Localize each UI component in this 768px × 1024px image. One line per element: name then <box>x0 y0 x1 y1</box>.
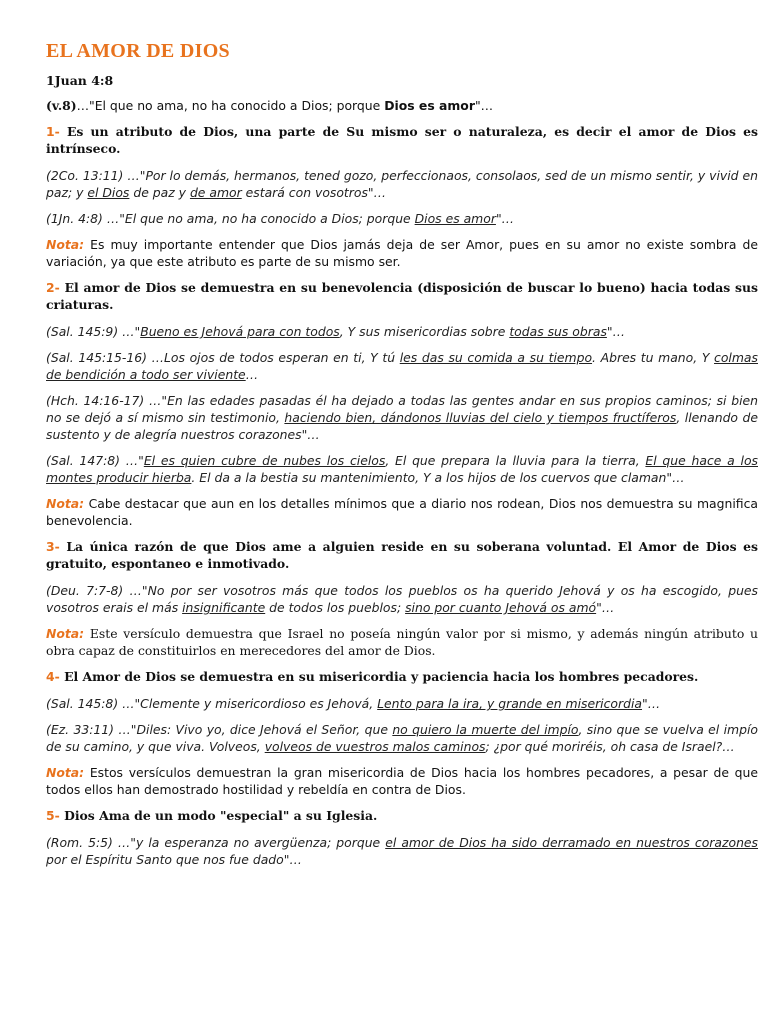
s2-verse-4: (Sal. 147:8) …"El es quien cubre de nubes los cielos, El que prepara la lluvia para la tierra, El que hace a los montes producir hierba. El da a la bestia su mantenimiento, Y a los hijos de los cuervos que claman"… <box>46 453 758 485</box>
intro-verse: (v.8)…"El que no ama, no ha conocido a Dios; porque Dios es amor"… <box>46 98 494 113</box>
section-3-heading: 3- La única razón de que Dios ame a alguien reside en su soberana voluntad. El Amor de Dios es gratuito, espontaneo e inmotivado. <box>46 539 758 571</box>
s5-verse-1: (Rom. 5:5) …"y la esperanza no avergüenza; porque el amor de Dios ha sido derramado en nuestros corazones por el Espíritu Santo que nos fue dado"… <box>46 835 759 867</box>
document-page <box>46 40 758 877</box>
s4-nota: Nota: Estos versículos demuestran la gran misericordia de Dios hacia los hombres pecadores, a pesar de que todos ellos han demostrado hostilidad y rebeldía en contra de Dios. <box>46 765 758 797</box>
s1-nota: Nota: Es muy importante entender que Dios jamás deja de ser Amor, pues en su amor no existe sombra de variación, ya que este atributo es parte de su mismo ser. <box>46 237 758 269</box>
s2-verse-3: (Hch. 14:16-17) …"En las edades pasadas él ha dejado a todas las gentes andar en sus propios caminos; si bien no se dejó a sí mismo sin testimonio, haciendo bien, dándonos lluvias del cielo y tiempos fructíferos, llenando de sustento y de alegría nuestros corazones"… <box>46 393 758 442</box>
s3-nota: Nota: Este versículo demuestra que Israel no poseía ningún valor por si mismo, y además ningún atributo u obra capaz de constituirlos en merecedores del amor de Dios. <box>46 626 758 658</box>
section-1-heading: 1- Es un atributo de Dios, una parte de Su mismo ser o naturaleza, es decir el amor de Dios es intrínseco. <box>46 124 758 156</box>
section-4-heading: 4- El Amor de Dios se demuestra en su misericordia y paciencia hacia los hombres pecadores. <box>46 669 699 684</box>
s1-verse-2: (1Jn. 4:8) …"El que no ama, no ha conocido a Dios; porque Dios es amor"… <box>46 211 515 226</box>
bible-reference: 1Juan 4:8 <box>46 73 114 88</box>
page-title: EL AMOR DE DIOS <box>46 40 230 62</box>
s4-verse-2: (Ez. 33:11) …"Diles: Vivo yo, dice Jehová el Señor, que no quiero la muerte del impío, sino que se vuelva el impío de su camino, y que viva. Volveos, volveos de vuestros malos caminos; ¿por qué moriréis, oh casa de Israel?… <box>46 722 758 754</box>
s3-verse-1: (Deu. 7:7-8) …"No por ser vosotros más que todos los pueblos os ha querido Jehová y os ha escogido, pues vosotros erais el más insignificante de todos los pueblos; sino por cuanto Jehová os amó"… <box>46 583 758 615</box>
s2-verse-2: (Sal. 145:15-16) …Los ojos de todos esperan en ti, Y tú les das su comida a su tiempo. Abres tu mano, Y colmas de bendición a todo ser viviente… <box>46 350 758 382</box>
s1-verse-1: (2Co. 13:11) …"Por lo demás, hermanos, tened gozo, perfeccionaos, consolaos, sed de un mismo sentir, y vivid en paz; y el Dios de paz y de amor estará con vosotros"… <box>46 168 758 200</box>
section-5-heading: 5- Dios Ama de un modo "especial" a su Iglesia. <box>46 808 378 823</box>
s2-nota: Nota: Cabe destacar que aun en los detalles mínimos que a diario nos rodean, Dios nos demuestra su magnifica benevolencia. <box>46 496 758 528</box>
section-2-heading: 2- El amor de Dios se demuestra en su benevolencia (disposición de buscar lo bueno) hacia todas sus criaturas. <box>46 280 758 312</box>
s2-verse-1: (Sal. 145:9) …"Bueno es Jehová para con todos, Y sus misericordias sobre todas sus obras"… <box>46 324 625 339</box>
s4-verse-1: (Sal. 145:8) …"Clemente y misericordioso es Jehová, Lento para la ira, y grande en misericordia"… <box>46 696 661 711</box>
